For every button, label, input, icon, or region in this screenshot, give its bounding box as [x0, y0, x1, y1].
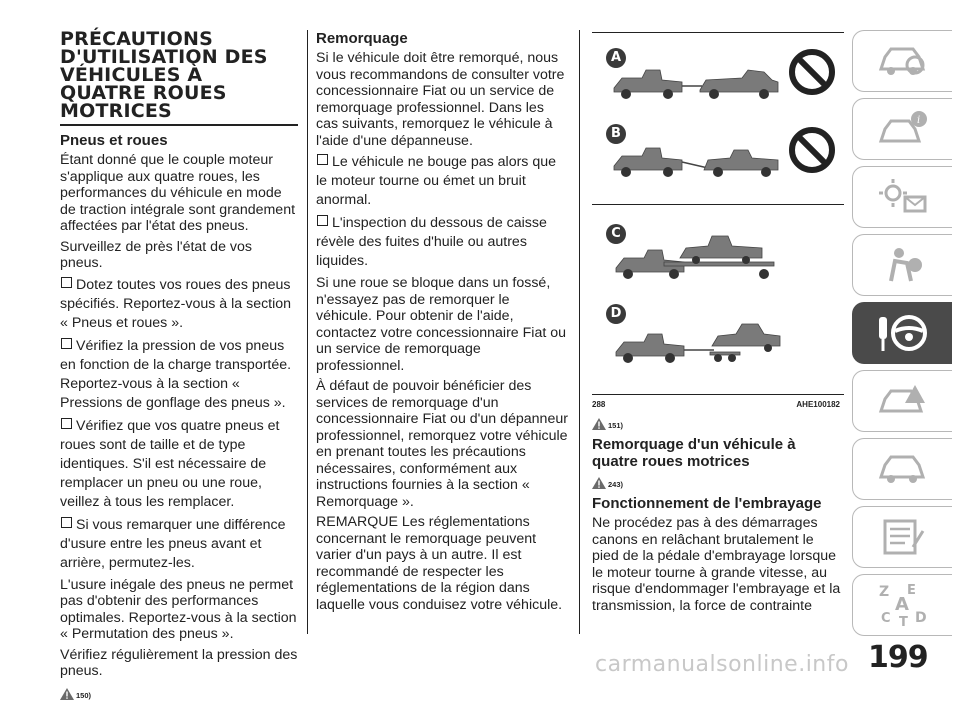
figure-label-a: A	[606, 48, 626, 68]
tow-scene-c-icon	[614, 234, 784, 284]
paragraph: Si une roue se bloque dans un fossé, n'essayez pas de remorquer le véhicule. Pour obtenir de l'aide, contactez votre concessionnaire Fiat ou un service de remorquage professionnel.	[316, 275, 566, 374]
paragraph: REMARQUE Les réglementations concernant le remorquage peuvent varier d'un pays à un autre. Il est recommandé de respecter les réglementations de la région dans laquelle vous conduisez votre véhicule.	[316, 514, 563, 613]
subsection-title: Remorquage	[316, 30, 408, 47]
checklist-item	[60, 276, 298, 333]
column-divider	[307, 30, 308, 634]
checklist-item	[60, 417, 298, 512]
paragraph: Vérifiez régulièrement la pression des pneus.	[60, 646, 298, 679]
svg-text:A: A	[894, 594, 909, 615]
tow-scene-b-icon	[612, 144, 782, 184]
car-info-icon	[877, 41, 929, 81]
towing-figure	[592, 30, 844, 409]
page-number: 199	[868, 640, 928, 675]
checkbox-icon	[61, 277, 72, 288]
tab-breakdown[interactable]	[852, 370, 952, 432]
tab-specifications[interactable]	[852, 506, 952, 568]
tow-scene-a-icon	[612, 66, 782, 106]
warning-triangle-icon	[592, 477, 606, 489]
svg-text:i: i	[916, 115, 920, 126]
svg-text:D: D	[914, 610, 927, 626]
checklist-text: Vérifiez la pression de vos pneus en fonction de la charge transportée. Reportez-vous à la section « Pressions de gonflage des pneus ».	[60, 337, 292, 411]
warning-ref-number: 151)	[608, 421, 624, 430]
paragraph: Si le véhicule doit être remorqué, nous vous recommandons de consulter votre concessionnaire Fiat ou un service de remorquage professionnel. Dans les cas suivants, remorquez le véhicule à l'aide d'une dépanneuse.	[316, 50, 565, 149]
warning-ref[interactable]	[592, 473, 844, 489]
index-letters-icon	[873, 580, 933, 630]
figure-top-rule	[592, 32, 844, 33]
warning-ref-number: 243)	[608, 480, 624, 489]
paragraph: Surveillez de près l'état de vos pneus.	[60, 238, 252, 271]
car-service-icon	[877, 449, 929, 489]
car-info-circle-icon	[877, 109, 929, 149]
checklist-item	[316, 153, 568, 210]
tow-scene-d-icon	[614, 318, 784, 368]
column-right	[592, 30, 844, 618]
title-line: D'UTILISATION DES	[60, 46, 268, 68]
checklist-text: Si vous remarquer une différence d'usure entre les pneus avant et arrière, permutez-les.	[60, 516, 286, 571]
svg-text:Z: Z	[878, 584, 889, 600]
title-line: PRÉCAUTIONS	[60, 28, 213, 50]
subsection-title: Remorquage d'un véhicule à quatre roues motrices	[592, 436, 796, 470]
svg-text:E: E	[906, 583, 916, 598]
title-line: QUATRE ROUES	[60, 82, 227, 104]
subsection-title: Pneus et roues	[60, 132, 168, 149]
tab-starting-driving[interactable]	[852, 302, 952, 364]
warning-triangle-icon	[592, 418, 606, 430]
warning-ref[interactable]	[592, 414, 844, 430]
column-left	[60, 30, 298, 706]
checklist-text: L'inspection du dessous de caisse révèle des fuites d'huile ou autres liquides.	[316, 215, 547, 269]
prohibited-icon	[788, 126, 836, 174]
checkbox-icon	[317, 215, 328, 226]
checkbox-icon	[317, 154, 328, 165]
figure-number: 288	[592, 400, 606, 409]
checkbox-icon	[61, 418, 72, 429]
paragraph: À défaut de pouvoir bénéficier des services de remorquage d'un concessionnaire Fiat ou d'un dépanneur professionnel, remorquez votre véhicule en prenant toutes les précautions nécessaires, conformément aux instructions fournies à la section « Remorquage ».	[316, 378, 568, 510]
specs-list-icon	[877, 517, 929, 557]
checkbox-icon	[61, 338, 72, 349]
paragraph: L'usure inégale des pneus ne permet pas d'obtenir des performances optimales. Reportez-vous à la section « Permutation des pneus ».	[60, 576, 297, 642]
figure-mid-rule	[592, 204, 844, 205]
column-divider	[579, 30, 580, 634]
paragraph: Étant donné que le couple moteur s'applique aux quatre roues, les performances du véhicule en mode de traction intégrale sont grandement affectées par l'état des pneus.	[60, 152, 296, 234]
watermark: carmanualsonline.info	[595, 652, 849, 677]
checkbox-icon	[61, 517, 72, 528]
airbag-person-icon	[877, 245, 929, 285]
title-divider	[60, 124, 298, 126]
checklist-text: Le véhicule ne bouge pas alors que le moteur tourne ou émet un bruit anormal.	[316, 154, 557, 208]
svg-text:C: C	[880, 611, 891, 626]
title-line: MOTRICES	[60, 100, 172, 122]
tab-service[interactable]	[852, 438, 952, 500]
paragraph: Ne procédez pas à des démarrages canons en relâchant brutalement le pied de la pédale d'embrayage lorsque le moteur tourne à grande vitesse, au risque d'endommager l'embrayage et la transmission, la force de contrainte	[592, 515, 841, 614]
steering-key-icon	[873, 311, 933, 355]
warning-ref-number: 150)	[76, 690, 92, 700]
checklist-text: Dotez toutes vos roues des pneus spécifiés. Reportez-vous à la section « Pneus et roues ».	[60, 276, 292, 331]
checklist-item	[316, 214, 568, 271]
column-middle	[316, 30, 568, 617]
warning-triangle-icon	[60, 688, 74, 700]
tab-car-info-circle[interactable]	[852, 98, 952, 160]
car-breakdown-icon	[877, 381, 929, 421]
tab-warning-lights[interactable]	[852, 166, 952, 228]
figure-bottom-rule	[592, 394, 844, 395]
tab-index[interactable]	[852, 574, 952, 636]
figure-ref: AHE100182	[796, 400, 840, 409]
checklist-item	[60, 516, 298, 573]
section-title	[60, 30, 298, 120]
prohibited-icon	[788, 48, 836, 96]
checklist-item	[60, 337, 298, 413]
tab-airbag[interactable]	[852, 234, 952, 296]
subsection-title: Fonctionnement de l'embrayage	[592, 495, 822, 512]
tab-car-info[interactable]	[852, 30, 952, 92]
figure-label-b: B	[606, 124, 626, 144]
checklist-text: Vérifiez que vos quatre pneus et roues sont de taille et de type identiques. S'il est nécessaire de remplacer un pneu ou une roue, veillez à tous les remplacer.	[60, 417, 280, 510]
warning-lights-icon	[877, 177, 929, 217]
figure-label-d: D	[606, 304, 626, 324]
title-line: VÉHICULES À	[60, 64, 203, 86]
warning-ref[interactable]	[60, 684, 298, 700]
svg-text:T: T	[898, 615, 908, 630]
figure-label-c: C	[606, 224, 626, 244]
